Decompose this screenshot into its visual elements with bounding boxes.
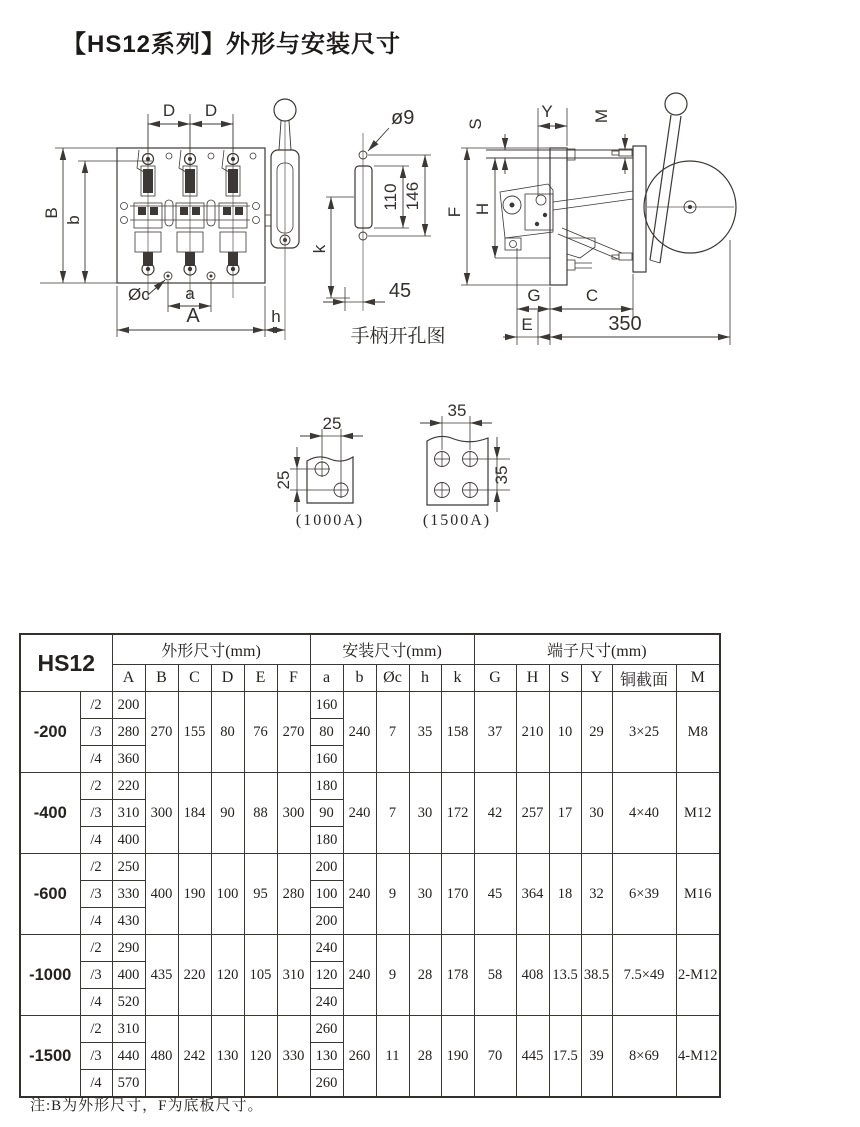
value-a: 180 xyxy=(310,827,343,854)
col-H: H xyxy=(516,665,549,692)
value-M: M16 xyxy=(676,854,720,935)
value-Y: 39 xyxy=(581,1016,612,1098)
dim-label-M: M xyxy=(592,108,611,124)
col-oc: Øc xyxy=(376,665,409,692)
terminal-plate-1000a xyxy=(274,414,364,529)
value-cu: 3×25 xyxy=(612,692,676,773)
value-a: 120 xyxy=(310,962,343,989)
value-S: 17 xyxy=(549,773,581,854)
value-k: 190 xyxy=(441,1016,474,1098)
dim-label-d2: D xyxy=(204,101,218,120)
value-Y: 30 xyxy=(581,773,612,854)
variant-cell: /2 xyxy=(80,854,112,881)
variant-cell: /3 xyxy=(80,962,112,989)
value-F: 310 xyxy=(277,935,310,1016)
value-cu: 7.5×49 xyxy=(612,935,676,1016)
dim-label-d1: D xyxy=(162,101,176,120)
variant-cell: /2 xyxy=(80,1016,112,1043)
variant-cell: /2 xyxy=(80,773,112,800)
value-M: 4-M12 xyxy=(676,1016,720,1098)
value-F: 270 xyxy=(277,692,310,773)
value-F: 280 xyxy=(277,854,310,935)
handle-hole-caption: 手柄开孔图 xyxy=(350,326,446,347)
value-S: 18 xyxy=(549,854,581,935)
model-cell: -1500 xyxy=(20,1016,80,1098)
model-cell: -1000 xyxy=(20,935,80,1016)
value-a: 200 xyxy=(310,908,343,935)
model-cell: -400 xyxy=(20,773,80,854)
value-h: 30 xyxy=(409,773,441,854)
value-A: 200 xyxy=(112,692,145,719)
value-G: 42 xyxy=(474,773,516,854)
value-k: 172 xyxy=(441,773,474,854)
value-E: 76 xyxy=(244,692,277,773)
value-h: 35 xyxy=(409,692,441,773)
value-cu: 8×69 xyxy=(612,1016,676,1098)
value-H: 408 xyxy=(516,935,549,1016)
value-M: 2-M12 xyxy=(676,935,720,1016)
value-D: 120 xyxy=(211,935,244,1016)
group-title-outline: 外形尺寸(mm) xyxy=(112,634,310,665)
footnote: 注:B为外形尺寸，F为底板尺寸。 xyxy=(30,1098,264,1114)
variant-cell: /4 xyxy=(80,908,112,935)
value-A: 250 xyxy=(112,854,145,881)
dim-label-45: 45 xyxy=(388,280,412,302)
value-A: 280 xyxy=(112,719,145,746)
value-C: 220 xyxy=(178,935,211,1016)
value-A: 400 xyxy=(112,827,145,854)
value-a: 160 xyxy=(310,746,343,773)
value-E: 105 xyxy=(244,935,277,1016)
value-A: 430 xyxy=(112,908,145,935)
col-G: G xyxy=(474,665,516,692)
table-row xyxy=(20,935,720,962)
table-corner: HS12 xyxy=(20,634,112,692)
table-row xyxy=(20,692,720,719)
col-C: C xyxy=(178,665,211,692)
value-oc: 9 xyxy=(376,935,409,1016)
value-A: 290 xyxy=(112,935,145,962)
dim-label-146: 146 xyxy=(403,181,422,211)
dim-label-oc: Øc xyxy=(128,285,150,304)
value-A: 330 xyxy=(112,881,145,908)
value-F: 330 xyxy=(277,1016,310,1098)
dim-label-C: C xyxy=(585,286,599,305)
dim-label-k: k xyxy=(310,244,329,254)
dim-label-B: B xyxy=(42,207,61,219)
value-cu: 6×39 xyxy=(612,854,676,935)
value-Y: 38.5 xyxy=(581,935,612,1016)
dim-label-E: E xyxy=(521,315,533,334)
value-a: 80 xyxy=(310,719,343,746)
value-E: 120 xyxy=(244,1016,277,1098)
value-S: 17.5 xyxy=(549,1016,581,1098)
value-S: 10 xyxy=(549,692,581,773)
col-A: A xyxy=(112,665,145,692)
variant-cell: /3 xyxy=(80,881,112,908)
col-F: F xyxy=(277,665,310,692)
value-a: 160 xyxy=(310,692,343,719)
value-a: 90 xyxy=(310,800,343,827)
value-a: 240 xyxy=(310,935,343,962)
value-k: 170 xyxy=(441,854,474,935)
value-A: 570 xyxy=(112,1070,145,1098)
value-G: 37 xyxy=(474,692,516,773)
col-cu: 铜截面 xyxy=(612,665,676,692)
value-a: 240 xyxy=(310,989,343,1016)
col-b: b xyxy=(343,665,376,692)
group-title-terminal: 端子尺寸(mm) xyxy=(474,634,720,665)
value-G: 70 xyxy=(474,1016,516,1098)
value-k: 158 xyxy=(441,692,474,773)
value-B: 400 xyxy=(145,854,178,935)
value-a: 100 xyxy=(310,881,343,908)
col-B: B xyxy=(145,665,178,692)
value-h: 28 xyxy=(409,935,441,1016)
col-a: a xyxy=(310,665,343,692)
value-b: 240 xyxy=(343,854,376,935)
value-A: 400 xyxy=(112,962,145,989)
dim-label-G: G xyxy=(527,286,541,305)
value-C: 155 xyxy=(178,692,211,773)
value-M: M12 xyxy=(676,773,720,854)
model-cell: -200 xyxy=(20,692,80,773)
value-cu: 4×40 xyxy=(612,773,676,854)
value-a: 260 xyxy=(310,1070,343,1098)
value-b: 240 xyxy=(343,773,376,854)
dim-label-d9: ø9 xyxy=(391,107,415,129)
model-cell: -600 xyxy=(20,854,80,935)
value-Y: 29 xyxy=(581,692,612,773)
col-h: h xyxy=(409,665,441,692)
value-k: 178 xyxy=(441,935,474,1016)
value-b: 240 xyxy=(343,692,376,773)
col-E: E xyxy=(244,665,277,692)
value-a: 180 xyxy=(310,773,343,800)
value-A: 220 xyxy=(112,773,145,800)
variant-cell: /4 xyxy=(80,746,112,773)
value-A: 310 xyxy=(112,1016,145,1043)
value-E: 88 xyxy=(244,773,277,854)
plate-1000a-caption: (1000A) xyxy=(295,512,365,529)
value-E: 95 xyxy=(244,854,277,935)
value-a: 260 xyxy=(310,1016,343,1043)
value-H: 364 xyxy=(516,854,549,935)
variant-cell: /2 xyxy=(80,692,112,719)
value-B: 300 xyxy=(145,773,178,854)
value-b: 240 xyxy=(343,935,376,1016)
dim-label-Y: Y xyxy=(541,102,553,121)
value-D: 90 xyxy=(211,773,244,854)
value-h: 30 xyxy=(409,854,441,935)
table-row xyxy=(20,1016,720,1043)
dim-label-35-right: 35 xyxy=(492,465,511,485)
dim-label-b: b xyxy=(64,215,83,225)
value-a: 200 xyxy=(310,854,343,881)
value-H: 445 xyxy=(516,1016,549,1098)
side-view xyxy=(445,93,736,345)
value-S: 13.5 xyxy=(549,935,581,1016)
value-A: 360 xyxy=(112,746,145,773)
value-B: 435 xyxy=(145,935,178,1016)
value-M: M8 xyxy=(676,692,720,773)
col-D: D xyxy=(211,665,244,692)
value-a: 130 xyxy=(310,1043,343,1070)
col-S: S xyxy=(549,665,581,692)
dim-label-F: F xyxy=(445,206,464,218)
variant-cell: /3 xyxy=(80,800,112,827)
value-A: 440 xyxy=(112,1043,145,1070)
dim-label-H: H xyxy=(473,202,492,216)
dim-label-35-top: 35 xyxy=(447,401,467,420)
dim-label-25-left: 25 xyxy=(274,470,293,490)
value-G: 45 xyxy=(474,854,516,935)
variant-cell: /3 xyxy=(80,1043,112,1070)
page-title: 【HS12系列】外形与安装尺寸 xyxy=(62,31,402,58)
value-C: 242 xyxy=(178,1016,211,1098)
front-view xyxy=(40,99,299,340)
value-D: 100 xyxy=(211,854,244,935)
value-oc: 7 xyxy=(376,692,409,773)
variant-cell: /2 xyxy=(80,935,112,962)
value-B: 480 xyxy=(145,1016,178,1098)
value-Y: 32 xyxy=(581,854,612,935)
dimensions-table xyxy=(19,633,721,1098)
value-A: 520 xyxy=(112,989,145,1016)
value-b: 260 xyxy=(343,1016,376,1098)
dim-label-110: 110 xyxy=(381,183,400,211)
variant-cell: /4 xyxy=(80,827,112,854)
value-oc: 9 xyxy=(376,854,409,935)
value-C: 184 xyxy=(178,773,211,854)
value-D: 80 xyxy=(211,692,244,773)
col-k: k xyxy=(441,665,474,692)
value-A: 310 xyxy=(112,800,145,827)
dim-label-S: S xyxy=(466,118,485,130)
value-oc: 7 xyxy=(376,773,409,854)
value-B: 270 xyxy=(145,692,178,773)
plate-1500a-caption: (1500A) xyxy=(422,512,492,529)
value-F: 300 xyxy=(277,773,310,854)
value-D: 130 xyxy=(211,1016,244,1098)
table-row xyxy=(20,773,720,800)
hand-wheel xyxy=(612,93,736,272)
value-oc: 11 xyxy=(376,1016,409,1098)
table-row xyxy=(20,854,720,881)
dim-label-25-top: 25 xyxy=(322,414,342,433)
dim-label-a: a xyxy=(185,284,195,303)
variant-cell: /4 xyxy=(80,989,112,1016)
dim-label-350: 350 xyxy=(608,313,642,335)
dim-label-A: A xyxy=(186,305,200,327)
table-column-header-row xyxy=(20,665,720,692)
handle-hole-view xyxy=(310,107,446,347)
col-M: M xyxy=(676,665,720,692)
dim-label-h: h xyxy=(271,307,281,326)
col-Y: Y xyxy=(581,665,612,692)
value-C: 190 xyxy=(178,854,211,935)
value-h: 28 xyxy=(409,1016,441,1098)
value-G: 58 xyxy=(474,935,516,1016)
handle-lever xyxy=(265,99,299,340)
variant-cell: /3 xyxy=(80,719,112,746)
group-title-install: 安装尺寸(mm) xyxy=(310,634,474,665)
terminal-plate-1500a xyxy=(420,401,511,529)
variant-cell: /4 xyxy=(80,1070,112,1098)
value-H: 257 xyxy=(516,773,549,854)
table-group-header-row xyxy=(20,634,720,665)
value-H: 210 xyxy=(516,692,549,773)
dimensions-table-wrap xyxy=(19,633,721,1098)
